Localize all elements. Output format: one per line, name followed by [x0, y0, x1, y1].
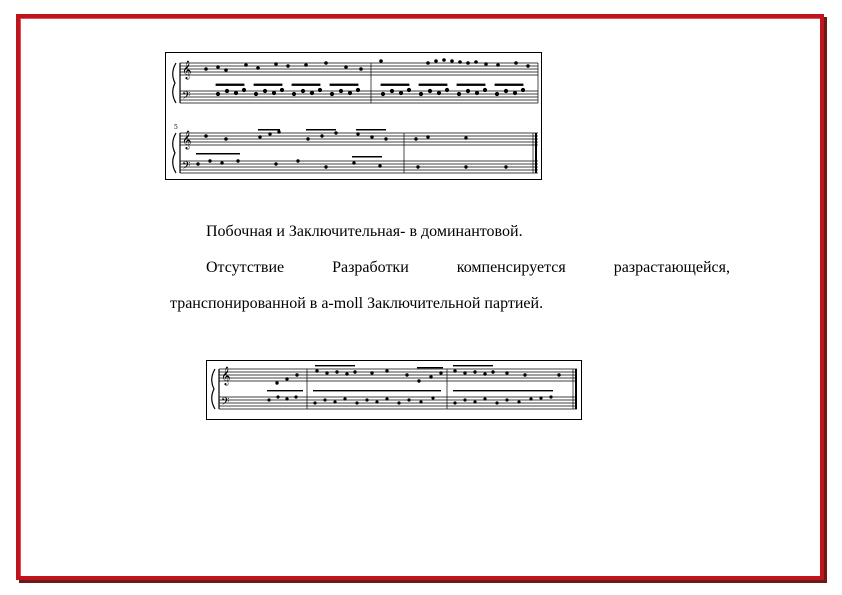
svg-text:𝄢: 𝄢 [182, 160, 191, 175]
text-line-1: Побочная и Заключительная- в доминантовой. [206, 223, 523, 240]
sheet-music-graphic [166, 53, 541, 179]
svg-text:𝄞: 𝄞 [182, 130, 192, 149]
score-excerpt-1 [165, 52, 542, 180]
text-line-3: транспонированной в a-moll Заключительной партией. [170, 295, 544, 312]
svg-text:𝄞: 𝄞 [182, 60, 192, 79]
score-excerpt-2 [206, 360, 582, 420]
sheet-music-graphic-2 [207, 361, 581, 419]
text-line-2: Отсутствие Разработки компенсируется разрастающейся, [206, 259, 730, 276]
svg-text:5: 5 [174, 124, 178, 131]
svg-text:𝄢: 𝄢 [221, 396, 230, 411]
svg-text:𝄢: 𝄢 [182, 90, 191, 105]
text-block [170, 214, 730, 322]
svg-text:𝄞: 𝄞 [221, 366, 231, 385]
